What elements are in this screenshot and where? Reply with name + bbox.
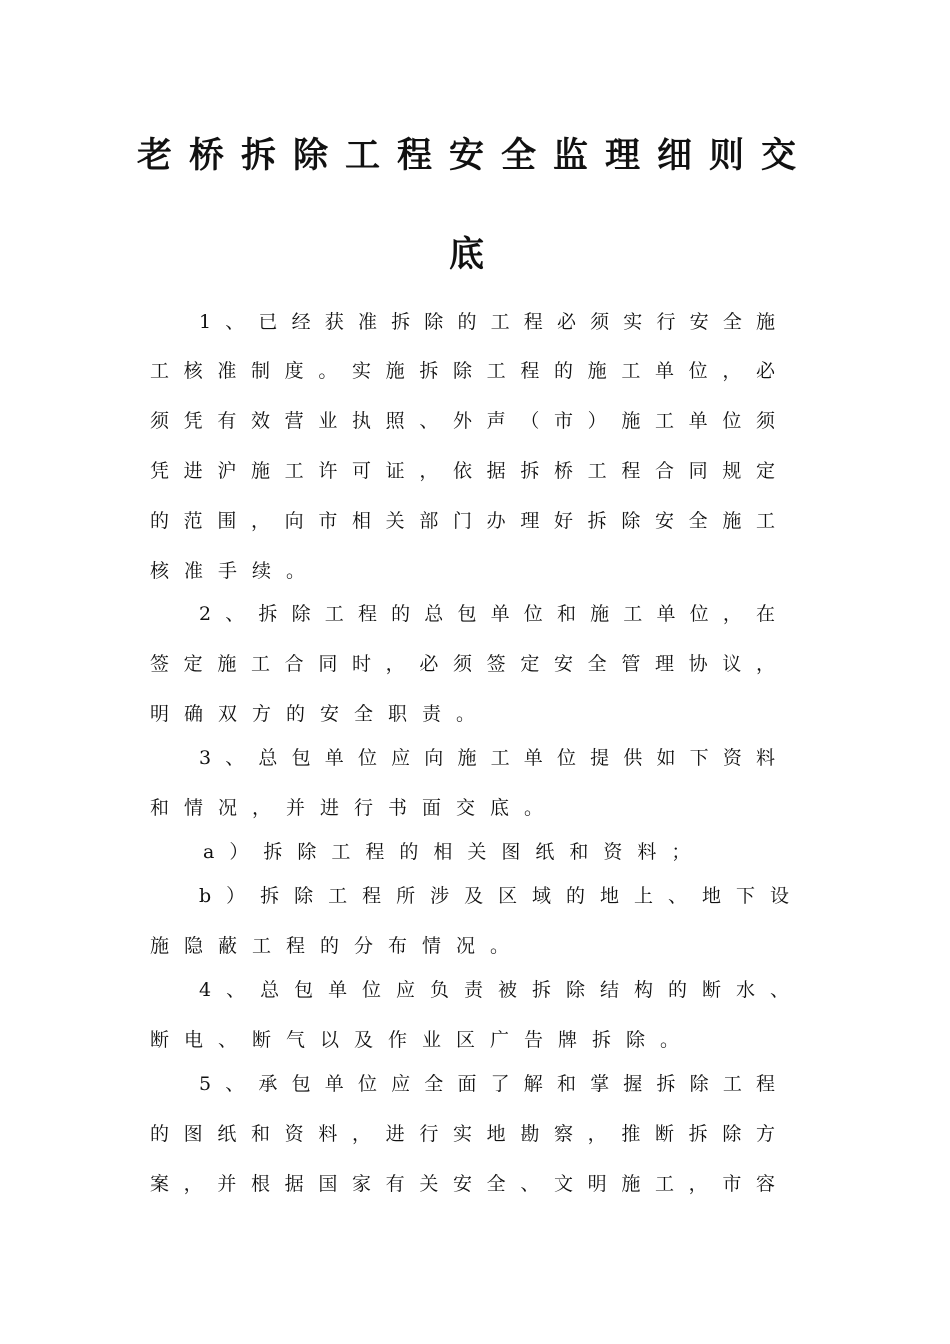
body-line: 断电、断气以及作业区广告牌拆除。 (150, 1029, 695, 1051)
body-line: 明确双方的安全职责。 (150, 703, 491, 725)
body-line: 3、总包单位应向施工单位提供如下资料 (199, 747, 775, 769)
body-line: 5、承包单位应全面了解和掌握拆除工程 (199, 1073, 775, 1095)
body-line: b）拆除工程所涉及区域的地上、地下设 (199, 885, 789, 907)
body-line: 案，并根据国家有关安全、文明施工，市容 (150, 1173, 775, 1195)
body-line: 2、拆除工程的总包单位和施工单位，在 (199, 603, 775, 625)
body-line: 施隐蔽工程的分布情况。 (150, 935, 525, 957)
body-line: 和情况，并进行书面交底。 (150, 797, 559, 819)
body-line: 核准手续。 (150, 560, 321, 582)
body-line: a）拆除工程的相关图纸和资料； (203, 841, 706, 863)
body-line: 凭进沪施工许可证，依据拆桥工程合同规定 (150, 460, 775, 482)
body-line: 工核准制度。实施拆除工程的施工单位，必 (150, 360, 775, 382)
body-line: 4、总包单位应负责被拆除结构的断水、 (199, 979, 789, 1001)
body-line: 的图纸和资料，进行实地勘察，推断拆除方 (150, 1123, 775, 1145)
body-line: 的范围，向市相关部门办理好拆除安全施工 (150, 510, 775, 532)
document-title-line-2: 底 (448, 234, 501, 275)
document-title-line-1: 老桥拆除工程安全监理细则交 (136, 135, 813, 176)
body-line: 须凭有效营业执照、外声（市）施工单位须 (150, 410, 775, 432)
body-line: 签定施工合同时，必须签定安全管理协议， (150, 653, 775, 675)
body-line: 1、已经获准拆除的工程必须实行安全施 (199, 311, 775, 333)
